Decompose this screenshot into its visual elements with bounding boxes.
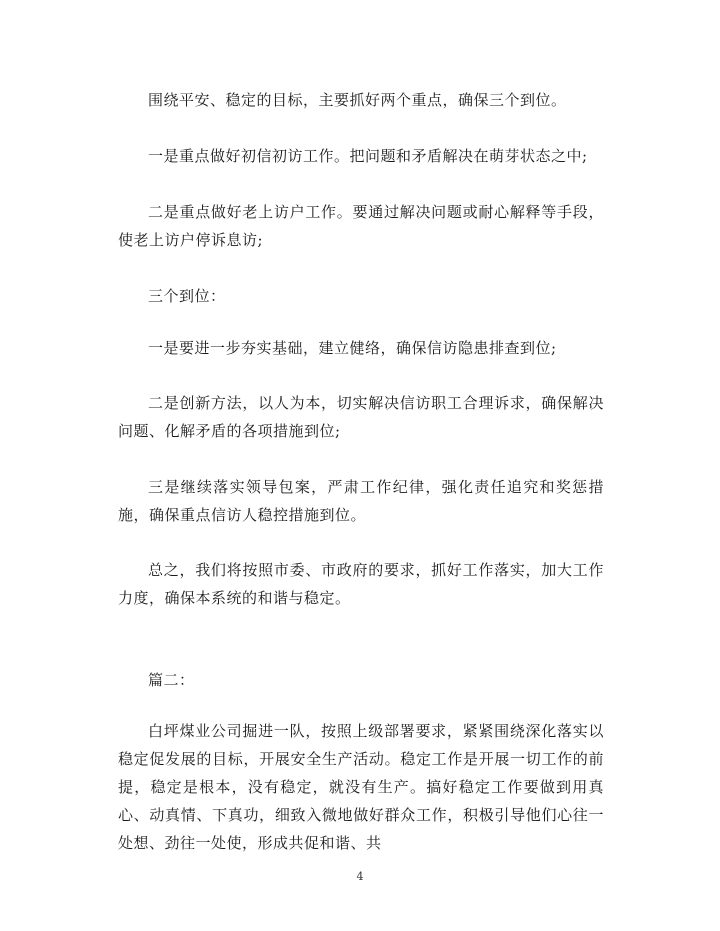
- paragraph-second-focus: 二是重点做好老上访户工作。要通过解决问题或耐心解释等手段，使老上访户停诉息访;: [118, 203, 604, 249]
- paragraph-three-in-place-heading: 三个到位：: [148, 287, 226, 305]
- paragraph-goal: 围绕平安、稳定的目标，主要抓好两个重点，确保三个到位。: [148, 91, 567, 109]
- paragraph-first-focus: 一是重点做好初信初访工作。把问题和矛盾解决在萌芽状态之中;: [148, 147, 588, 165]
- page-number: 4: [356, 870, 364, 883]
- paragraph-first-in-place: 一是要进一步夯实基础，建立健络，确保信访隐患排查到位;: [148, 339, 557, 357]
- section-heading-part-two: 篇二：: [148, 671, 195, 689]
- paragraph-third-in-place: 三是继续落实领导包案，严肃工作纪律，强化责任追究和奖惩措施，确保重点信访人稳控措施到位。: [118, 478, 604, 524]
- paragraph-conclusion: 总之，我们将按照市委、市政府的要求，抓好工作落实，加大工作力度，确保本系统的和谐与稳定。: [118, 561, 604, 607]
- paragraph-second-in-place: 二是创新方法，以人为本，切实解决信访职工合理诉求，确保解决问题、化解矛盾的各项措施到位;: [118, 394, 604, 440]
- paragraph-part-two-body: 白坪煤业公司掘进一队，按照上级部署要求，紧紧围绕深化落实以稳定促发展的目标，开展安全生产活动。稳定工作是开展一切工作的前提，稳定是根本，没有稳定，就没有生产。搞好稳定工作要做到用真心、动真情、下真功，细致入微地做好群众工作，积极引导他们心往一处想、劲往一处使，形成共促和谐、共: [118, 722, 604, 852]
